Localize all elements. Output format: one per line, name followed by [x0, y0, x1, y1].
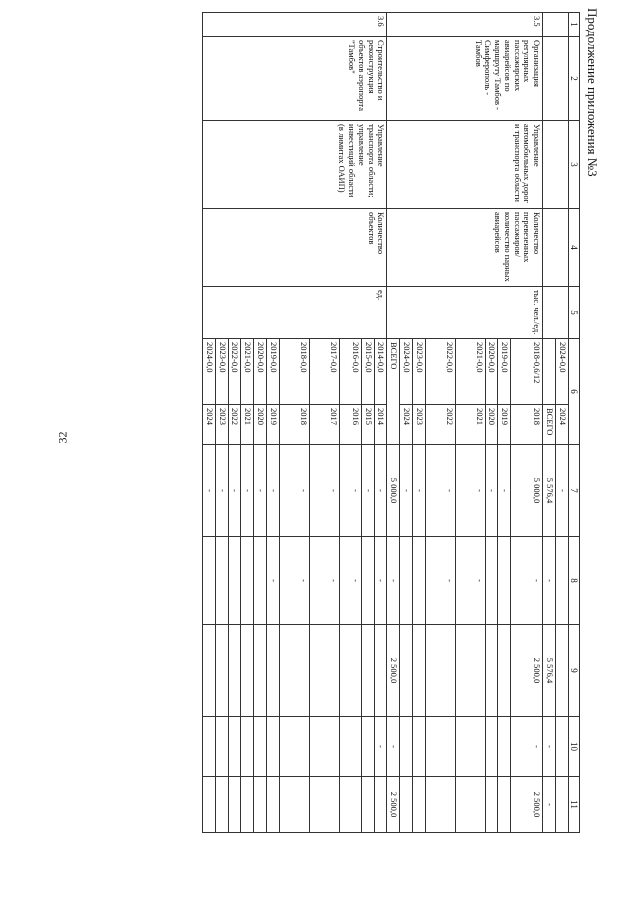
cell-local: - [387, 717, 400, 777]
cell-regional [215, 625, 228, 717]
cell-regional [267, 625, 280, 717]
cell-target: 2019-0,0 [498, 339, 511, 405]
cell-other [425, 777, 455, 833]
cell-event: Строительство и реконструкция объектов аэропорта "Тамбов" [203, 37, 387, 121]
cell-other: 2 500,0 [511, 777, 543, 833]
cell-local [228, 717, 241, 777]
cell-regional [555, 625, 568, 717]
cell-other: 2 500,0 [387, 777, 400, 833]
table-row [511, 13, 543, 833]
cell-year: 2017 [309, 405, 339, 445]
cell-target: 2024-0,0 [400, 339, 413, 405]
cell-target: 2022-0,0 [228, 339, 241, 405]
cell-year: 2015 [361, 405, 374, 445]
cell-local [215, 717, 228, 777]
cell-total: - [339, 445, 361, 537]
cell-regional [400, 625, 413, 717]
cell-year: 2018 [511, 405, 543, 445]
cell-regional [241, 625, 254, 717]
cell-local: - [374, 717, 387, 777]
cell-total: - [279, 445, 309, 537]
cell-local [254, 717, 267, 777]
cell-regional [309, 625, 339, 717]
cell-federal [555, 537, 568, 625]
cell-regional [254, 625, 267, 717]
cell-federal: - [455, 537, 485, 625]
cell-target: 2017-0,0 [309, 339, 339, 405]
cell-year: 2021 [455, 405, 485, 445]
cell-target: 2024-0,0 [203, 339, 216, 405]
header-cell: 9 [568, 625, 579, 717]
cell-year: 2024 [203, 405, 216, 445]
cell-local [361, 717, 374, 777]
table-row [555, 13, 568, 833]
cell-target: 2018-0,0 [279, 339, 309, 405]
cell-total: - [241, 445, 254, 537]
cell-unit: тыс. чел./ед. [387, 287, 543, 339]
cell-total: 5 000,0 [387, 445, 400, 537]
cell-year: 2023 [412, 405, 425, 445]
cell-num: 3.5 [387, 13, 543, 37]
cell-federal: - [543, 537, 556, 625]
cell-regional [455, 625, 485, 717]
cell-target: 2016-0,0 [339, 339, 361, 405]
cell-event [543, 37, 569, 121]
cell-local [498, 717, 511, 777]
cell-other [279, 777, 309, 833]
cell-local [309, 717, 339, 777]
cell-regional [339, 625, 361, 717]
cell-federal [361, 537, 374, 625]
cell-indicator [543, 209, 569, 287]
cell-total: - [203, 445, 216, 537]
page-number: 32 [55, 431, 70, 444]
cell-total-label: ВСЕГО [387, 339, 400, 445]
cell-year: 2023 [215, 405, 228, 445]
cell-total: - [215, 445, 228, 537]
cell-event: Организация регулярных пассажирских авиарейсов по маршруту Тамбов - Симферополь - Тамбов [387, 37, 543, 121]
cell-total: - [361, 445, 374, 537]
cell-other [412, 777, 425, 833]
cell-federal [228, 537, 241, 625]
cell-other [374, 777, 387, 833]
cell-federal: - [309, 537, 339, 625]
cell-num: 3.6 [203, 13, 387, 37]
cell-other [455, 777, 485, 833]
cell-target [543, 339, 556, 405]
cell-year: 2016 [339, 405, 361, 445]
cell-unit: ед. [203, 287, 387, 339]
cell-total: - [374, 445, 387, 537]
cell-other [309, 777, 339, 833]
cell-regional [412, 625, 425, 717]
cell-other [400, 777, 413, 833]
cell-year: 2019 [498, 405, 511, 445]
cell-target: 2018-0,6/12 [511, 339, 543, 405]
cell-federal [241, 537, 254, 625]
header-cell: 7 [568, 445, 579, 537]
cell-other: - [543, 777, 556, 833]
cell-year: 2020 [254, 405, 267, 445]
cell-year: 2024 [555, 405, 568, 445]
header-cell: 6 [568, 339, 579, 445]
header-cell: 10 [568, 717, 579, 777]
cell-indicator: Количество перевезенных пассажиров/количество парных авиарейсов [387, 209, 543, 287]
header-cell: 1 [568, 13, 579, 37]
cell-other [485, 777, 498, 833]
cell-local [241, 717, 254, 777]
cell-target: 2020-0,0 [254, 339, 267, 405]
cell-other [498, 777, 511, 833]
cell-total: - [400, 445, 413, 537]
cell-regional [485, 625, 498, 717]
cell-total: - [498, 445, 511, 537]
cell-other [267, 777, 280, 833]
cell-target: 2014-0,0 [374, 339, 387, 405]
cell-total: - [267, 445, 280, 537]
cell-year: 2019 [267, 405, 280, 445]
cell-regional [279, 625, 309, 717]
cell-federal [485, 537, 498, 625]
cell-regional: 2 500,0 [387, 625, 400, 717]
cell-unit [543, 287, 569, 339]
cell-year: ВСЕГО [543, 405, 556, 445]
header-cell: 11 [568, 777, 579, 833]
cell-target: 2019-0,0 [267, 339, 280, 405]
header-cell: 8 [568, 537, 579, 625]
header-cell: 5 [568, 287, 579, 339]
cell-total: - [485, 445, 498, 537]
cell-local: - [543, 717, 556, 777]
cell-local [279, 717, 309, 777]
cell-executor: Управление транспорта области; управление инвестиций области (в лимитах ОАИП) [203, 121, 387, 209]
cell-regional [203, 625, 216, 717]
cell-federal [215, 537, 228, 625]
header-cell: 4 [568, 209, 579, 287]
cell-target: 2024-0,0 [555, 339, 568, 405]
cell-regional [228, 625, 241, 717]
cell-other [361, 777, 374, 833]
cell-federal [412, 537, 425, 625]
cell-total: - [555, 445, 568, 537]
cell-year: 2022 [425, 405, 455, 445]
cell-local [267, 717, 280, 777]
cell-target: 2021-0,0 [455, 339, 485, 405]
header-cell: 3 [568, 121, 579, 209]
cell-year: 2014 [374, 405, 387, 445]
cell-total: - [455, 445, 485, 537]
header-cell: 2 [568, 37, 579, 121]
cell-local [555, 717, 568, 777]
cell-total: - [228, 445, 241, 537]
cell-year: 2020 [485, 405, 498, 445]
cell-federal: - [511, 537, 543, 625]
cell-federal [254, 537, 267, 625]
cell-total: - [425, 445, 455, 537]
cell-federal [498, 537, 511, 625]
cell-target: 2022-0,0 [425, 339, 455, 405]
cell-other [555, 777, 568, 833]
cell-executor [543, 121, 569, 209]
cell-federal: - [374, 537, 387, 625]
cell-other [339, 777, 361, 833]
cell-local [412, 717, 425, 777]
cell-regional [425, 625, 455, 717]
cell-total: 5 000,0 [511, 445, 543, 537]
cell-local: - [511, 717, 543, 777]
cell-target: 2023-0,0 [412, 339, 425, 405]
cell-federal: - [339, 537, 361, 625]
cell-indicator: Количество объектов [203, 209, 387, 287]
cell-year: 2024 [400, 405, 413, 445]
program-table [202, 12, 580, 833]
cell-regional [498, 625, 511, 717]
appendix-subtitle: Продолжение приложения №3 [585, 8, 600, 177]
cell-regional: 2 500,0 [511, 625, 543, 717]
cell-target: 2023-0,0 [215, 339, 228, 405]
cell-target: 2021-0,0 [241, 339, 254, 405]
cell-federal [203, 537, 216, 625]
cell-local [425, 717, 455, 777]
cell-total: - [254, 445, 267, 537]
table-row [374, 13, 387, 833]
cell-local [339, 717, 361, 777]
cell-year: 2018 [279, 405, 309, 445]
header-row [568, 13, 579, 833]
cell-executor: Управление автомобильных дорог и транспорта области [387, 121, 543, 209]
cell-local [455, 717, 485, 777]
cell-total: - [412, 445, 425, 537]
cell-target: 2015-0,0 [361, 339, 374, 405]
cell-federal: - [267, 537, 280, 625]
cell-federal: - [387, 537, 400, 625]
cell-federal: - [279, 537, 309, 625]
cell-other [241, 777, 254, 833]
cell-regional [361, 625, 374, 717]
cell-year: 2021 [241, 405, 254, 445]
cell-regional [374, 625, 387, 717]
cell-other [203, 777, 216, 833]
cell-other [254, 777, 267, 833]
cell-num [543, 13, 569, 37]
cell-federal [400, 537, 413, 625]
cell-local [400, 717, 413, 777]
cell-year: 2022 [228, 405, 241, 445]
cell-local [485, 717, 498, 777]
cell-other [228, 777, 241, 833]
cell-target: 2020-0,0 [485, 339, 498, 405]
cell-regional: 5 576,4 [543, 625, 556, 717]
cell-other [215, 777, 228, 833]
cell-total: 5 576,4 [543, 445, 556, 537]
cell-federal: - [425, 537, 455, 625]
cell-total: - [309, 445, 339, 537]
cell-local [203, 717, 216, 777]
